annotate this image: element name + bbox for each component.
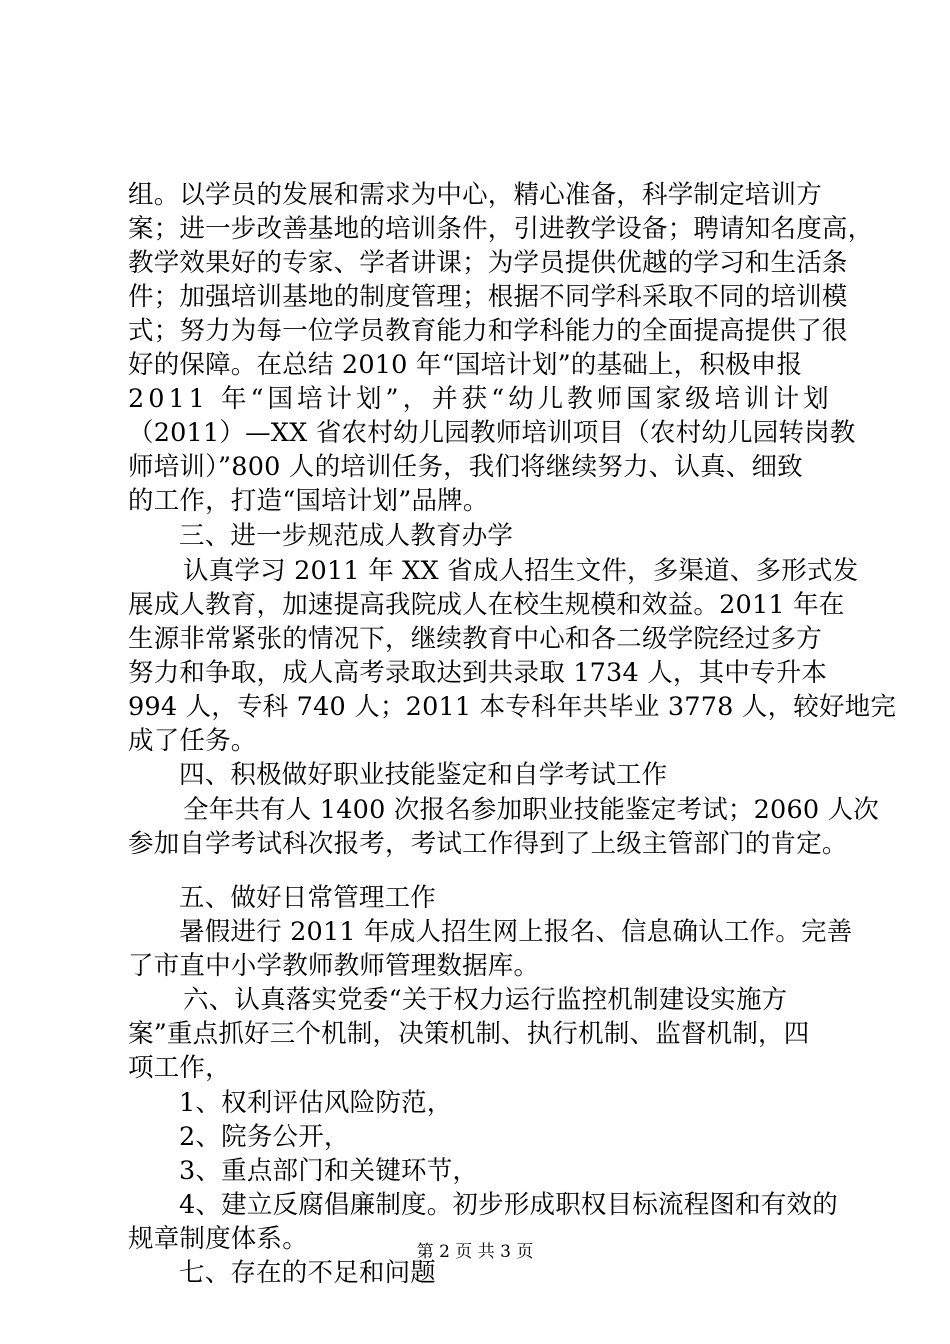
section-heading: 六、认真落实党委“关于权力运行监控机制建设实施方	[183, 985, 788, 1015]
text-line: 展成人教育，加速提高我院成人在校生规模和效益。2011 年在	[128, 590, 845, 620]
section-heading: 三、进一步规范成人教育办学	[179, 521, 514, 551]
text-line: 了市直中小学教师教师管理数据库。	[128, 951, 540, 981]
text-line: 案；进一步改善基地的培训条件，引进教学设备；聘请知名度高，	[128, 214, 874, 244]
text-line: 规章制度体系。	[128, 1224, 308, 1254]
list-item: 1、权利评估风险防范，	[179, 1088, 453, 1118]
text-line: 认真学习 2011 年 XX 省成人招生文件，多渠道、多形式发	[183, 556, 859, 586]
text-line: 好的保障。在总结 2010 年“国培计划”的基础上，积极申报	[128, 350, 803, 380]
text-line: 暑假进行 2011 年成人招生网上报名、信息确认工作。完善	[179, 917, 853, 947]
text-line: 案”重点抓好三个机制，决策机制、执行机制、监督机制，四	[128, 1019, 810, 1049]
text-line: 994 人，专科 740 人；2011 本专科年共毕业 3778 人，较好地完	[128, 692, 897, 722]
text-line: （2011）—XX 省农村幼儿园教师培训项目（农村幼儿园转岗教	[128, 418, 856, 448]
section-heading: 五、做好日常管理工作	[179, 883, 437, 913]
text-line: 项工作，	[128, 1053, 231, 1083]
text-line: 努力和争取，成人高考录取达到共录取 1734 人，其中专升本	[128, 658, 828, 688]
list-item: 2、院务公开，	[179, 1122, 350, 1152]
text-line: 组。以学员的发展和需求为中心，精心准备，科学制定培训方	[128, 180, 822, 210]
text-line: 2011 年“国培计划”，并获“幼儿教师国家级培训计划	[128, 384, 833, 414]
text-line: 教学效果好的专家、学者讲课；为学员提供优越的学习和生活条	[128, 248, 848, 278]
text-line: 件；加强培训基地的制度管理；根据不同学科采取不同的培训模	[128, 282, 848, 312]
text-line: 生源非常紧张的情况下，继续教育中心和各二级学院经过多方	[128, 624, 822, 654]
text-line: 成了任务。	[128, 726, 257, 756]
text-line: 式；努力为每一位学员教育能力和学科能力的全面提高提供了很	[128, 316, 848, 346]
text-line: 的工作，打造“国培计划”品牌。	[128, 486, 489, 516]
section-heading: 七、存在的不足和问题	[179, 1258, 437, 1288]
text-line: 师培训）”800 人的培训任务，我们将继续努力、认真、细致	[128, 452, 803, 482]
section-heading: 四、积极做好职业技能鉴定和自学考试工作	[179, 760, 668, 790]
text-line: 参加自学考试科次报考，考试工作得到了上级主管部门的肯定。	[128, 829, 848, 859]
text-line: 全年共有人 1400 次报名参加职业技能鉴定考试；2060 人次	[183, 795, 880, 825]
list-item: 4、建立反腐倡廉制度。初步形成职权目标流程图和有效的	[179, 1190, 838, 1220]
list-item: 3、重点部门和关键环节，	[179, 1156, 479, 1186]
page-footer: 第 2 页 共 3 页	[416, 1242, 534, 1262]
